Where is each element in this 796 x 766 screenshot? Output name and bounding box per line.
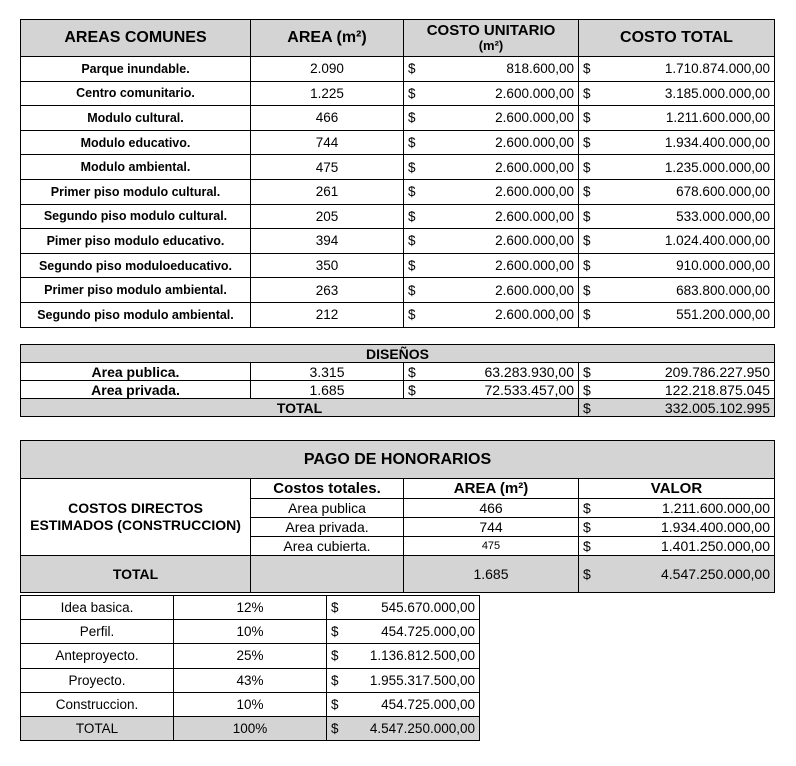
header-costo-unitario-line2: (m²) xyxy=(478,38,504,53)
unit-cost: 2.600.000,00 xyxy=(424,204,579,229)
currency-sign: $ xyxy=(327,620,347,644)
col-valor: VALOR xyxy=(579,479,775,499)
disenos-row xyxy=(21,363,775,381)
unit-cost: 818.600,00 xyxy=(424,57,579,82)
currency-sign: $ xyxy=(404,179,424,204)
fase-valor: 1.955.317.500,00 xyxy=(347,668,480,692)
header-costo-unitario-line1: COSTO UNITARIO xyxy=(426,22,556,39)
honorarios-row-area: 475 xyxy=(404,537,579,556)
area-name: Modulo ambiental. xyxy=(21,155,251,180)
areas-row xyxy=(21,130,775,155)
area-value: 744 xyxy=(251,130,404,155)
disenos-title: DISEÑOS xyxy=(21,345,775,363)
disenos-total-row xyxy=(21,399,775,417)
area-value: 212 xyxy=(251,302,404,327)
currency-sign: $ xyxy=(579,204,599,229)
currency-sign: $ xyxy=(327,596,347,620)
costos-directos-line2: ESTIMADOS (CONSTRUCCION) xyxy=(30,517,241,533)
honorarios-row-valor: 1.934.400.000,00 xyxy=(599,518,775,537)
unit-cost: 2.600.000,00 xyxy=(424,81,579,106)
honorarios-row-name: Area publica xyxy=(251,499,404,518)
currency-sign: $ xyxy=(579,399,599,417)
honorarios-row-name: Area privada. xyxy=(251,518,404,537)
honorarios-total-area: 1.685 xyxy=(404,556,579,593)
header-costo-total: COSTO TOTAL xyxy=(579,20,775,57)
areas-row xyxy=(21,106,775,131)
currency-sign: $ xyxy=(579,556,599,593)
unit-cost: 2.600.000,00 xyxy=(424,229,579,254)
honorarios-row-area: 466 xyxy=(404,499,579,518)
currency-sign: $ xyxy=(404,302,424,327)
fase-row xyxy=(21,692,480,716)
header-areas-comunes: AREAS COMUNES xyxy=(21,20,251,57)
fases-total-valor: 4.547.250.000,00 xyxy=(347,716,480,740)
total-cost: 683.800.000,00 xyxy=(599,278,775,303)
currency-sign: $ xyxy=(579,57,599,82)
total-cost: 678.600.000,00 xyxy=(599,179,775,204)
fase-name: Perfil. xyxy=(21,620,174,644)
areas-row xyxy=(21,204,775,229)
fase-valor: 454.725.000,00 xyxy=(347,692,480,716)
area-value: 2.090 xyxy=(251,57,404,82)
col-costos-totales: Costos totales. xyxy=(251,479,404,499)
fase-row xyxy=(21,668,480,692)
areas-row xyxy=(21,253,775,278)
disenos-row xyxy=(21,381,775,399)
area-value: 1.225 xyxy=(251,81,404,106)
currency-sign: $ xyxy=(579,229,599,254)
currency-sign: $ xyxy=(404,155,424,180)
fase-name: Idea basica. xyxy=(21,596,174,620)
disenos-total-value: 332.005.102.995 xyxy=(599,399,775,417)
fase-row xyxy=(21,620,480,644)
unit-cost: 2.600.000,00 xyxy=(424,106,579,131)
fase-pct: 25% xyxy=(174,644,327,668)
fase-row xyxy=(21,644,480,668)
disenos-table xyxy=(20,344,775,417)
area-name: Modulo cultural. xyxy=(21,106,251,131)
area-name: Primer piso modulo cultural. xyxy=(21,179,251,204)
disenos-row-unit: 63.283.930,00 xyxy=(424,363,579,381)
honorarios-total-valor: 4.547.250.000,00 xyxy=(599,556,775,593)
honorarios-total-label: TOTAL xyxy=(21,556,251,593)
disenos-row-area: 3.315 xyxy=(251,363,404,381)
area-value: 350 xyxy=(251,253,404,278)
areas-header-row xyxy=(21,20,775,57)
fase-pct: 12% xyxy=(174,596,327,620)
area-value: 205 xyxy=(251,204,404,229)
disenos-row-area: 1.685 xyxy=(251,381,404,399)
areas-row xyxy=(21,155,775,180)
disenos-row-unit: 72.533.457,00 xyxy=(424,381,579,399)
currency-sign: $ xyxy=(579,518,599,537)
honorarios-table xyxy=(20,440,775,593)
currency-sign: $ xyxy=(404,278,424,303)
currency-sign: $ xyxy=(404,363,424,381)
currency-sign: $ xyxy=(327,668,347,692)
area-value: 475 xyxy=(251,155,404,180)
disenos-total-label: TOTAL xyxy=(21,399,579,417)
honorarios-total-empty xyxy=(251,556,404,593)
unit-cost: 2.600.000,00 xyxy=(424,155,579,180)
fase-pct: 10% xyxy=(174,692,327,716)
total-cost: 910.000.000,00 xyxy=(599,253,775,278)
currency-sign: $ xyxy=(579,179,599,204)
currency-sign: $ xyxy=(579,155,599,180)
honorarios-row-valor: 1.211.600.000,00 xyxy=(599,499,775,518)
total-cost: 1.211.600.000,00 xyxy=(599,106,775,131)
fase-pct: 43% xyxy=(174,668,327,692)
total-cost: 1.235.000.000,00 xyxy=(599,155,775,180)
fase-name: Anteproyecto. xyxy=(21,644,174,668)
area-name: Parque inundable. xyxy=(21,57,251,82)
total-cost: 3.185.000.000,00 xyxy=(599,81,775,106)
currency-sign: $ xyxy=(404,57,424,82)
currency-sign: $ xyxy=(579,130,599,155)
honorarios-total-row xyxy=(21,556,775,593)
area-name: Primer piso modulo ambiental. xyxy=(21,278,251,303)
currency-sign: $ xyxy=(579,253,599,278)
total-cost: 1.024.400.000,00 xyxy=(599,229,775,254)
area-name: Segundo piso modulo ambiental. xyxy=(21,302,251,327)
currency-sign: $ xyxy=(327,692,347,716)
honorarios-row-valor: 1.401.250.000,00 xyxy=(599,537,775,556)
disenos-row-total: 209.786.227.950 xyxy=(599,363,775,381)
currency-sign: $ xyxy=(404,130,424,155)
costos-directos-label xyxy=(21,479,251,556)
fase-valor: 1.136.812.500,00 xyxy=(347,644,480,668)
currency-sign: $ xyxy=(579,499,599,518)
area-name: Segundo piso moduloeducativo. xyxy=(21,253,251,278)
area-value: 263 xyxy=(251,278,404,303)
fase-valor: 454.725.000,00 xyxy=(347,620,480,644)
costos-directos-line1: COSTOS DIRECTOS xyxy=(68,500,203,516)
area-value: 394 xyxy=(251,229,404,254)
unit-cost: 2.600.000,00 xyxy=(424,253,579,278)
currency-sign: $ xyxy=(404,229,424,254)
fases-total-pct: 100% xyxy=(174,716,327,740)
fases-table xyxy=(20,595,480,741)
total-cost: 533.000.000,00 xyxy=(599,204,775,229)
areas-row xyxy=(21,57,775,82)
area-value: 466 xyxy=(251,106,404,131)
area-value: 261 xyxy=(251,179,404,204)
header-costo-unitario xyxy=(404,20,579,57)
fase-name: Construccion. xyxy=(21,692,174,716)
area-name: Segundo piso modulo cultural. xyxy=(21,204,251,229)
header-area: AREA (m²) xyxy=(251,20,404,57)
areas-row xyxy=(21,81,775,106)
total-cost: 551.200.000,00 xyxy=(599,302,775,327)
fase-row xyxy=(21,596,480,620)
total-cost: 1.934.400.000,00 xyxy=(599,130,775,155)
areas-row xyxy=(21,278,775,303)
currency-sign: $ xyxy=(327,644,347,668)
currency-sign: $ xyxy=(404,81,424,106)
currency-sign: $ xyxy=(404,253,424,278)
currency-sign: $ xyxy=(579,363,599,381)
currency-sign: $ xyxy=(327,716,347,740)
unit-cost: 2.600.000,00 xyxy=(424,130,579,155)
areas-row xyxy=(21,302,775,327)
disenos-row-name: Area privada. xyxy=(21,381,251,399)
unit-cost: 2.600.000,00 xyxy=(424,179,579,204)
fase-valor: 545.670.000,00 xyxy=(347,596,480,620)
fase-name: Proyecto. xyxy=(21,668,174,692)
unit-cost: 2.600.000,00 xyxy=(424,302,579,327)
currency-sign: $ xyxy=(404,381,424,399)
honorarios-row-area: 744 xyxy=(404,518,579,537)
currency-sign: $ xyxy=(579,106,599,131)
area-name: Pimer piso modulo educativo. xyxy=(21,229,251,254)
honorarios-row-name: Area cubierta. xyxy=(251,537,404,556)
honorarios-title: PAGO DE HONORARIOS xyxy=(21,441,775,479)
currency-sign: $ xyxy=(579,81,599,106)
area-name: Centro comunitario. xyxy=(21,81,251,106)
areas-comunes-table xyxy=(20,19,775,328)
currency-sign: $ xyxy=(579,381,599,399)
unit-cost: 2.600.000,00 xyxy=(424,278,579,303)
disenos-row-total: 122.218.875.045 xyxy=(599,381,775,399)
fase-pct: 10% xyxy=(174,620,327,644)
currency-sign: $ xyxy=(579,537,599,556)
areas-row xyxy=(21,229,775,254)
currency-sign: $ xyxy=(404,204,424,229)
total-cost: 1.710.874.000,00 xyxy=(599,57,775,82)
currency-sign: $ xyxy=(579,302,599,327)
col-area: AREA (m²) xyxy=(404,479,579,499)
areas-row xyxy=(21,179,775,204)
fases-total-row xyxy=(21,716,480,740)
currency-sign: $ xyxy=(579,278,599,303)
currency-sign: $ xyxy=(404,106,424,131)
fases-total-label: TOTAL xyxy=(21,716,174,740)
disenos-row-name: Area publica. xyxy=(21,363,251,381)
area-name: Modulo educativo. xyxy=(21,130,251,155)
